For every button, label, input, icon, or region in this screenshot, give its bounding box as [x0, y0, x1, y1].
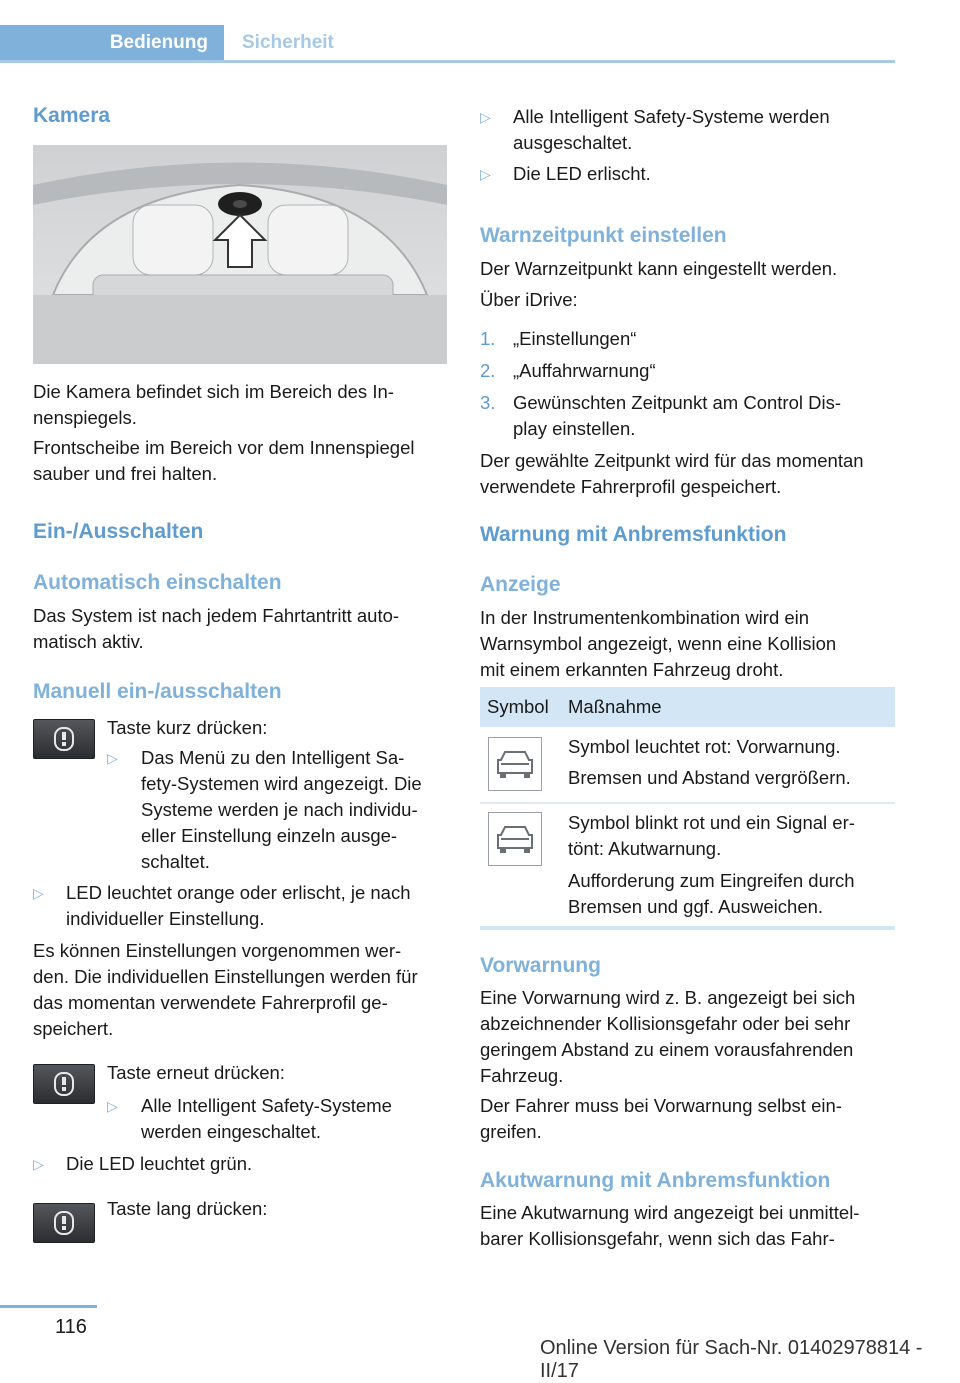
- bullet-marker: ▷: [107, 1098, 118, 1114]
- safety-button-image: [33, 1203, 95, 1243]
- taste-erneut: Taste erneut drücken:: [107, 1062, 285, 1083]
- car-warning-icon: [488, 737, 542, 791]
- row-separator: [480, 802, 895, 804]
- bullet-marker: ▷: [33, 1156, 44, 1172]
- step-3: 3. Gewünschten Zeitpunkt am Control Dis- play einstellen.: [480, 392, 841, 439]
- table-header: [480, 687, 895, 727]
- page-number: 116: [55, 1316, 87, 1338]
- car-interior-illustration: [33, 145, 447, 364]
- taste-lang: Taste lang drücken:: [107, 1198, 268, 1219]
- bullet-led-gruen: ▷ Die LED leuchtet grün.: [33, 1151, 453, 1179]
- bullet-marker: ▷: [33, 885, 44, 901]
- bullet-marker: ▷: [480, 166, 491, 182]
- bullet-led-erlischt: ▷ Die LED erlischt.: [480, 161, 900, 189]
- taste-kurz: Taste kurz drücken:: [107, 717, 268, 738]
- row1-text-b: Bremsen und Abstand vergrößern.: [568, 767, 851, 788]
- fahrer-text: Der Fahrer muss bei Vorwarnung selbst ein- greifen.: [480, 1095, 842, 1142]
- col-symbol: Symbol: [487, 696, 549, 717]
- footer-rule: [0, 1305, 97, 1308]
- idrive-text: Über iDrive:: [480, 289, 578, 310]
- anzeige-text: In der Instrumentenkombination wird ein Warnsymbol angezeigt, wenn eine Kollision mit einem erkannten Fahrzeug droht.: [480, 607, 837, 680]
- car-warning-icon: [488, 812, 542, 866]
- header-rule: [0, 60, 895, 63]
- ein-aus-heading: Ein-/Ausschalten: [33, 520, 204, 543]
- vorwarnung-heading: Vorwarnung: [480, 954, 601, 977]
- auto-heading: Automatisch einschalten: [33, 571, 282, 594]
- table-bottom-rule: [480, 926, 895, 930]
- camera-photo: [33, 145, 447, 364]
- safety-icon: [53, 726, 75, 752]
- tab-bedienung[interactable]: Bedienung: [0, 25, 224, 60]
- safety-icon: [53, 1071, 75, 1097]
- row1-text-a: Symbol leuchtet rot: Vorwarnung.: [568, 736, 841, 757]
- anzeige-heading: Anzeige: [480, 573, 561, 596]
- safety-icon: [53, 1210, 75, 1236]
- col-massnahme: Maßnahme: [568, 696, 662, 717]
- safety-button-image: [33, 1064, 95, 1104]
- bullet-menu: ▷ Das Menü zu den Intelligent Sa- fety-Systemen wird angezeigt. Die Systeme werden je nach individu- eller Einstellung einzeln ausge- schaltet.: [107, 747, 422, 872]
- kamera-text-1: Die Kamera befindet sich im Bereich des In- nenspiegels.: [33, 381, 394, 428]
- bullet-ausgeschaltet: ▷ Alle Intelligent Safety-Systeme werden ausgeschaltet.: [480, 106, 830, 153]
- bullet-led-orange: ▷ LED leuchtet orange oder erlischt, je nach individueller Einstellung.: [33, 882, 411, 929]
- bullet-marker: ▷: [480, 109, 491, 125]
- kamera-heading: Kamera: [33, 104, 111, 127]
- bullet-eingeschaltet: ▷ Alle Intelligent Safety-Systeme werden eingeschaltet.: [107, 1095, 392, 1142]
- online-version-text: Online Version für Sach-Nr. 01402978814 - II/17: [540, 1337, 923, 1382]
- manuell-heading: Manuell ein-/ausschalten: [33, 680, 282, 703]
- kamera-text-2: Frontscheibe im Bereich vor dem Innenspiegel sauber und frei halten.: [33, 437, 415, 484]
- tab-sicherheit[interactable]: Sicherheit: [242, 31, 334, 53]
- akutwarnung-heading: Akutwarnung mit Anbremsfunktion: [480, 1169, 831, 1192]
- safety-button-image: [33, 719, 95, 759]
- row2-text-b: Aufforderung zum Eingreifen durch Bremsen und ggf. Ausweichen.: [568, 870, 855, 917]
- anbremsfunktion-heading: Warnung mit Anbremsfunktion: [480, 523, 787, 546]
- bullet-marker: ▷: [107, 750, 118, 766]
- einstellungen-text: Es können Einstellungen vorgenommen wer- den. Die individuellen Einstellungen werden für das momentan verwendete Fahrerprofil ge- speichert.: [33, 940, 418, 1039]
- warnzeitpunkt-text: Der Warnzeitpunkt kann eingestellt werden.: [480, 258, 838, 279]
- auto-text: Das System ist nach jedem Fahrtantritt auto- matisch aktiv.: [33, 605, 400, 652]
- warnzeitpunkt-heading: Warnzeitpunkt einstellen: [480, 224, 727, 247]
- row2-text-a: Symbol blinkt rot und ein Signal er- tönt: Akutwarnung.: [568, 812, 855, 859]
- akutwarnung-text: Eine Akutwarnung wird angezeigt bei unmittel- barer Kollisionsgefahr, wenn sich das Fahr-: [480, 1202, 860, 1249]
- vorwarnung-text: Eine Vorwarnung wird z. B. angezeigt bei sich abzeichnender Kollisionsgefahr oder bei sehr geringem Abstand zu einem vorausfahrenden Fahrzeug.: [480, 987, 856, 1086]
- zeitpunkt-gespeichert: Der gewählte Zeitpunkt wird für das momentan verwendete Fahrerprofil gespeichert.: [480, 450, 864, 497]
